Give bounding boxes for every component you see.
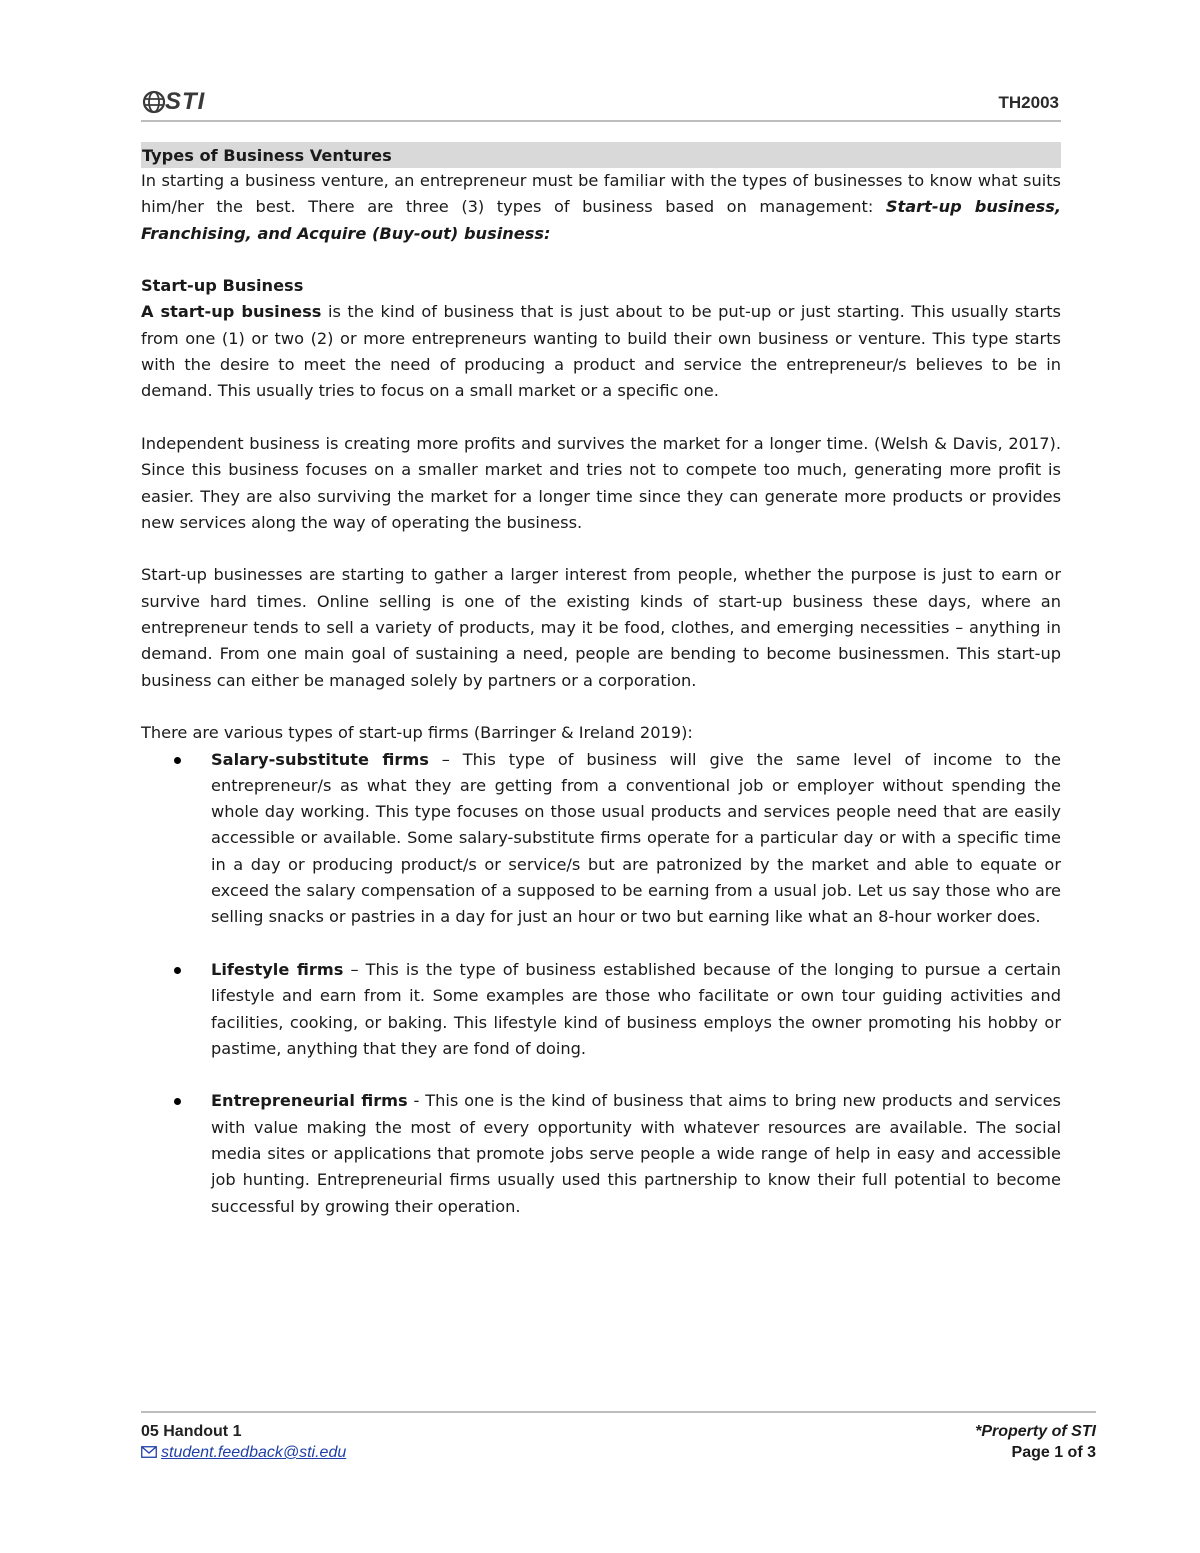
intro-text: In starting a business venture, an entrepreneur must be familiar with the types of businesses to know what suits him/her the best. There are three (3) types of business based on management: <box>141 171 1061 217</box>
list-item <box>141 747 1061 931</box>
intro-emphasis: Start-up business, Franchising, and Acquire (Buy-out) business: <box>141 197 1061 243</box>
startup-term: A start-up business <box>141 302 322 322</box>
types-intro: There are various types of start-up firms (Barringer & Ireland 2019): <box>141 723 693 743</box>
footer-right <box>975 1421 1096 1463</box>
list-item-term: Salary-substitute firms <box>211 749 429 769</box>
globe-logo-icon <box>141 89 167 115</box>
startup-heading: Start-up Business <box>141 276 304 296</box>
startup-paragraph-1 <box>141 299 1061 404</box>
envelope-icon <box>141 1446 157 1458</box>
feedback-email-link[interactable]: student.feedback@sti.edu <box>161 1444 347 1461</box>
bullet-icon <box>174 1098 181 1105</box>
intro-paragraph <box>141 168 1061 247</box>
email-line <box>141 1442 346 1463</box>
page-footer <box>141 1411 1096 1461</box>
startup-paragraph-2: Independent business is creating more profits and survives the market for a longer time. (Welsh & Davis, 2017). Since this business focuses on a smaller market and tries not to compete too much, generating more profit is easier. They are also surviving the market for a longer time since they can generate more products or provides new services along the way of operating the business. <box>141 433 1061 532</box>
startup-p1-text: is the kind of business that is just about to be put-up or just starting. This usually starts from one (1) or two (2) or more entrepreneurs wanting to build their own business or venture. This type starts with the desire to meet the need of producing a product and service the entrepreneur/s believes to be in demand. This usually tries to focus on a small market or a specific one. <box>141 302 1061 401</box>
section-heading: Types of Business Ventures <box>141 142 1061 168</box>
bullet-icon <box>174 757 181 764</box>
document-code: TH2003 <box>998 93 1059 112</box>
list-item-desc: – This type of business will give the same level of income to the entrepreneur/s as what they are getting from a conventional job or employer without spending the whole day working. This type focuses on those usual products and services people need that are easily accessible or available. Some salary-substitute firms operate for a particular day or with a specific time in a day or producing product/s or service/s but are patronized by the market and able to equate or exceed the salary compensation of a supposed to be earning from a usual job. Let us say those who are selling snacks or pastries in a day for just an hour or two but earning like what an 8-hour worker does. <box>211 749 1061 927</box>
firm-types-list <box>141 747 1061 1220</box>
startup-paragraph-3: Start-up businesses are starting to gather a larger interest from people, whether the purpose is just to earn or survive hard times. Online selling is one of the existing kinds of start-up business these days, where an entrepreneur tends to sell a variety of products, may it be food, clothes, and emerging necessities – anything in demand. From one main goal of sustaining a need, people are bending to become businessmen. This start-up business can either be managed solely by partners or a corporation. <box>141 565 1061 690</box>
sti-logo <box>141 88 205 116</box>
list-item <box>141 957 1061 1062</box>
handout-label: 05 Handout 1 <box>141 1423 242 1440</box>
page-header <box>141 86 1061 122</box>
page-number: Page 1 of 3 <box>1011 1444 1096 1461</box>
logo-text: STI <box>165 88 206 115</box>
property-label: *Property of STI <box>975 1423 1096 1440</box>
footer-left <box>141 1421 346 1463</box>
document-body <box>141 142 1061 1220</box>
list-item <box>141 1088 1061 1219</box>
list-item-desc: – This is the type of business established because of the longing to pursue a certain lifestyle and earn from it. Some examples are those who facilitate or own tour guiding activities and facilities, cooking, or baking. This lifestyle kind of business employs the owner promoting his hobby or pastime, anything that they are fond of doing. <box>211 959 1061 1058</box>
bullet-icon <box>174 967 181 974</box>
list-item-term: Lifestyle firms <box>211 959 344 979</box>
list-item-desc: - This one is the kind of business that aims to bring new products and services with value making the most of every opportunity with whatever resources are available. The social media sites or applications that promote jobs serve people a wide range of help in easy and accessible job hunting. Entrepreneurial firms usually used this partnership to know their full potential to become successful by growing their operation. <box>211 1091 1061 1216</box>
list-item-term: Entrepreneurial firms <box>211 1091 408 1111</box>
